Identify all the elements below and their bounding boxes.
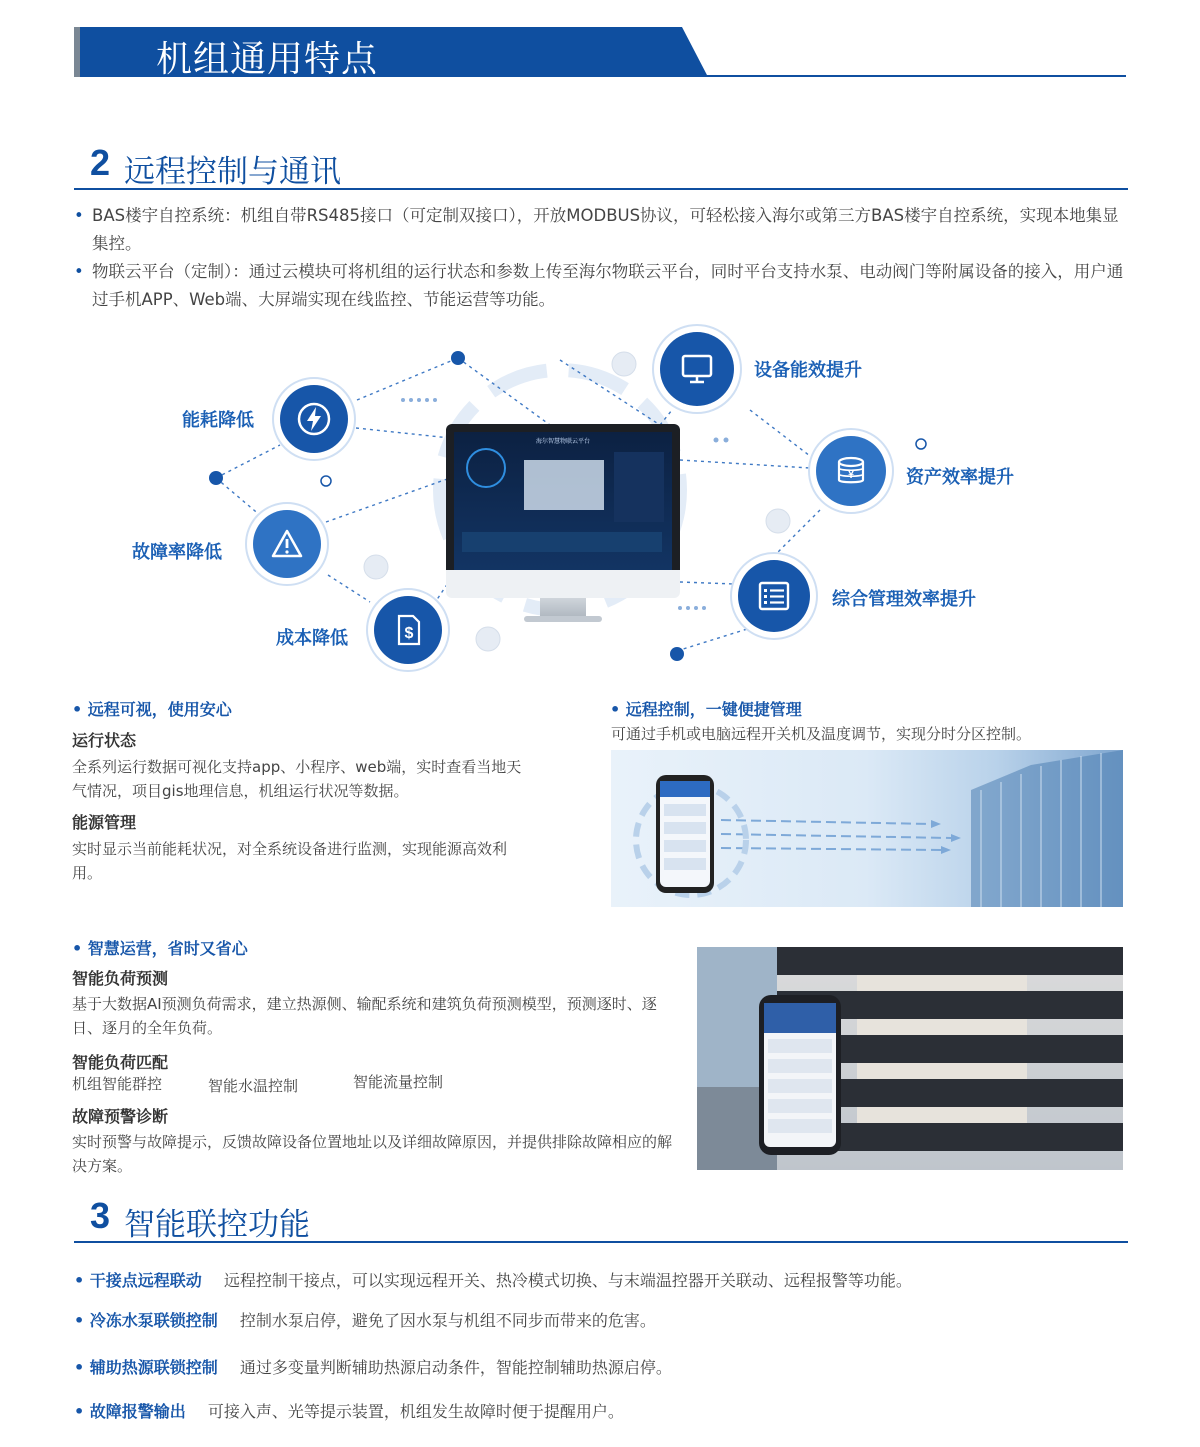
feature-energy: 能耗降低 — [182, 410, 254, 431]
control-row — [74, 1399, 624, 1422]
monitor-icon — [678, 350, 716, 388]
feature-device: 设备能效提升 — [754, 360, 862, 381]
section-2-bullets — [74, 202, 1134, 314]
phone-building-illustration — [611, 750, 1123, 907]
asset-node — [808, 428, 894, 514]
monitor-stand — [540, 598, 586, 618]
feature-asset: 资产效率提升 — [906, 467, 1014, 488]
control-row — [74, 1355, 672, 1378]
feature-cost: 成本降低 — [276, 628, 348, 649]
section-2-header — [74, 140, 1128, 190]
status-label: 运行状态 — [72, 731, 137, 750]
energy-label: 能源管理 — [72, 813, 137, 832]
section-3-number: 3 — [90, 1195, 111, 1236]
section-2-title: 远程控制与通讯 — [124, 154, 341, 190]
diag-text: 实时预警与故障提示，反馈故障设备位置地址以及详细故障原因，并提供排除故障相应的解决方案。 — [72, 1133, 673, 1175]
remote-control-photo — [611, 750, 1123, 907]
control-row — [74, 1308, 656, 1331]
management-node — [730, 552, 818, 640]
match-item-2: 智能水温控制 — [208, 1077, 299, 1095]
dollar-document-icon — [390, 612, 426, 648]
remote-control-heading: • 远程控制，一键便捷管理 — [610, 697, 802, 720]
device-node — [652, 324, 742, 414]
feature-management: 综合管理效率提升 — [832, 589, 976, 610]
energy-text: 实时显示当前能耗状况，对全系统设备进行监测，实现能源高效利用。 — [72, 840, 508, 882]
match-label: 智能负荷匹配 — [72, 1053, 169, 1072]
control-value: 通过多变量判断辅助热源启动条件，智能控制辅助热源启停。 — [239, 1358, 672, 1377]
control-row — [74, 1268, 912, 1291]
monitor-illustration — [446, 424, 680, 592]
header-banner — [74, 27, 1126, 79]
bullet-cloud: • 物联云平台（定制）：通过云模块可将机组的运行状态和参数上传至海尔物联云平台，同时平台支持水泵、电动阀门等附属设备的接入，用户通过手机APP、Web端、大屏端实现在线监控、节能运营等功能。 — [74, 258, 1134, 314]
smart-ops-heading: • 智慧运营，省时又省心 — [72, 936, 248, 959]
control-key: • 冷冻水泵联锁控制 — [74, 1311, 218, 1330]
control-key: • 故障报警输出 — [74, 1402, 186, 1421]
diag-label: 故障预警诊断 — [72, 1107, 169, 1126]
control-value: 控制水泵启停，避免了因水泵与机组不同步而带来的危害。 — [239, 1311, 656, 1330]
platform-diagram — [120, 320, 1080, 680]
remote-view-heading: • 远程可视，使用安心 — [72, 697, 232, 720]
lightning-icon — [296, 401, 332, 437]
monitor-title: 海尔智慧物联云平台 — [535, 438, 590, 445]
control-value: 远程控制干接点，可以实现远程开关、热冷模式切换、与末端温控器开关联动、远程报警等功能。 — [223, 1271, 912, 1290]
building-cutaway-illustration — [697, 947, 1123, 1170]
banner-title: 机组通用特点 — [156, 39, 379, 80]
section-3-header — [74, 1193, 1128, 1243]
status-text: 全系列运行数据可视化支持app、小程序、web端，实时查看当地天气情况，项目gis地理信息，机组运行状况等数据。 — [72, 758, 522, 800]
warning-icon — [269, 526, 305, 562]
match-item-3: 智能流量控制 — [353, 1073, 444, 1091]
energy-node — [272, 377, 356, 461]
coin-stack-icon — [832, 452, 870, 490]
control-key: • 辅助热源联锁控制 — [74, 1358, 218, 1377]
forecast-label: 智能负荷预测 — [72, 969, 169, 988]
monitor-base — [524, 616, 602, 622]
feature-fault: 故障率降低 — [132, 542, 222, 563]
remote-control-text: 可通过手机或电脑远程开关机及温度调节，实现分时分区控制。 — [611, 725, 1032, 743]
section-2-number: 2 — [90, 142, 111, 183]
cost-node — [366, 588, 450, 672]
list-icon — [755, 577, 793, 615]
control-value: 可接入声、光等提示装置，机组发生故障时便于提醒用户。 — [207, 1402, 624, 1421]
monitor-bezel — [446, 570, 680, 598]
section-3-title: 智能联控功能 — [124, 1207, 310, 1243]
fault-node — [245, 502, 329, 586]
control-key: • 干接点远程联动 — [74, 1271, 202, 1290]
match-item-1: 机组智能群控 — [72, 1075, 163, 1093]
svg-text:$: $ — [404, 625, 414, 642]
bullet-bas: • BAS楼宇自控系统：机组自带RS485接口（可定制双接口），开放MODBUS协议，可轻松接入海尔或第三方BAS楼宇自控系统，实现本地集显集控。 — [74, 202, 1134, 258]
smart-ops-photo — [697, 947, 1123, 1170]
svg-text:¥: ¥ — [847, 469, 855, 481]
banner-edge — [74, 27, 80, 77]
forecast-text: 基于大数据AI预测负荷需求，建立热源侧、输配系统和建筑负荷预测模型，预测逐时、逐日、逐月的全年负荷。 — [72, 995, 657, 1037]
banner-rule — [694, 75, 1126, 77]
